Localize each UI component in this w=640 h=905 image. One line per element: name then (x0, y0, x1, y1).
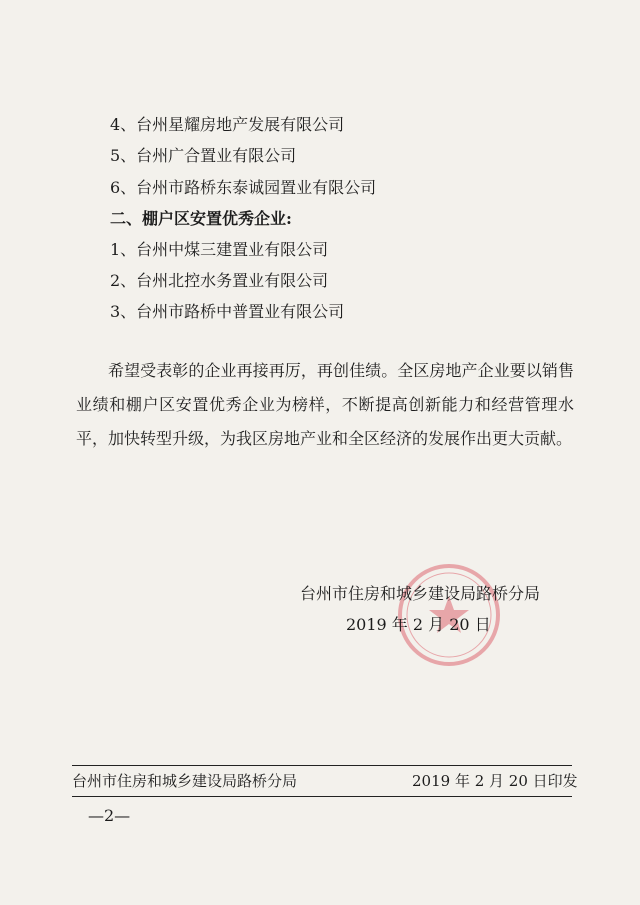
company-list-item: 1、台州中煤三建置业有限公司 (110, 240, 329, 259)
company-list-item: 6、台州市路桥东泰诚园置业有限公司 (110, 178, 377, 197)
footer-print-date: 2019 年 2 月 20 日印发 (412, 772, 578, 790)
footer-top-rule (72, 765, 572, 766)
section-heading: 二、棚户区安置优秀企业: (110, 209, 292, 228)
company-list-item: 4、台州星耀房地产发展有限公司 (110, 115, 345, 134)
closing-paragraph: 希望受表彰的企业再接再厉，再创佳绩。全区房地产企业要以销售业绩和棚户区安置优秀企业为榜样，不断提高创新能力和经营管理水平，加快转型升级，为我区房地产业和全区经济的发展作出更大贡献。 (76, 361, 574, 448)
company-list-item: 5、台州广合置业有限公司 (110, 146, 297, 165)
signature-date: 2019 年 2 月 20 日 (346, 615, 491, 634)
footer-bottom-rule (72, 796, 572, 797)
footer-issuer: 台州市住房和城乡建设局路桥分局 (72, 772, 298, 790)
signature-org: 台州市住房和城乡建设局路桥分局 (300, 584, 541, 603)
company-list-item: 3、台州市路桥中普置业有限公司 (110, 302, 345, 321)
page-number: —2— (88, 806, 131, 825)
company-list-item: 2、台州北控水务置业有限公司 (110, 271, 329, 290)
